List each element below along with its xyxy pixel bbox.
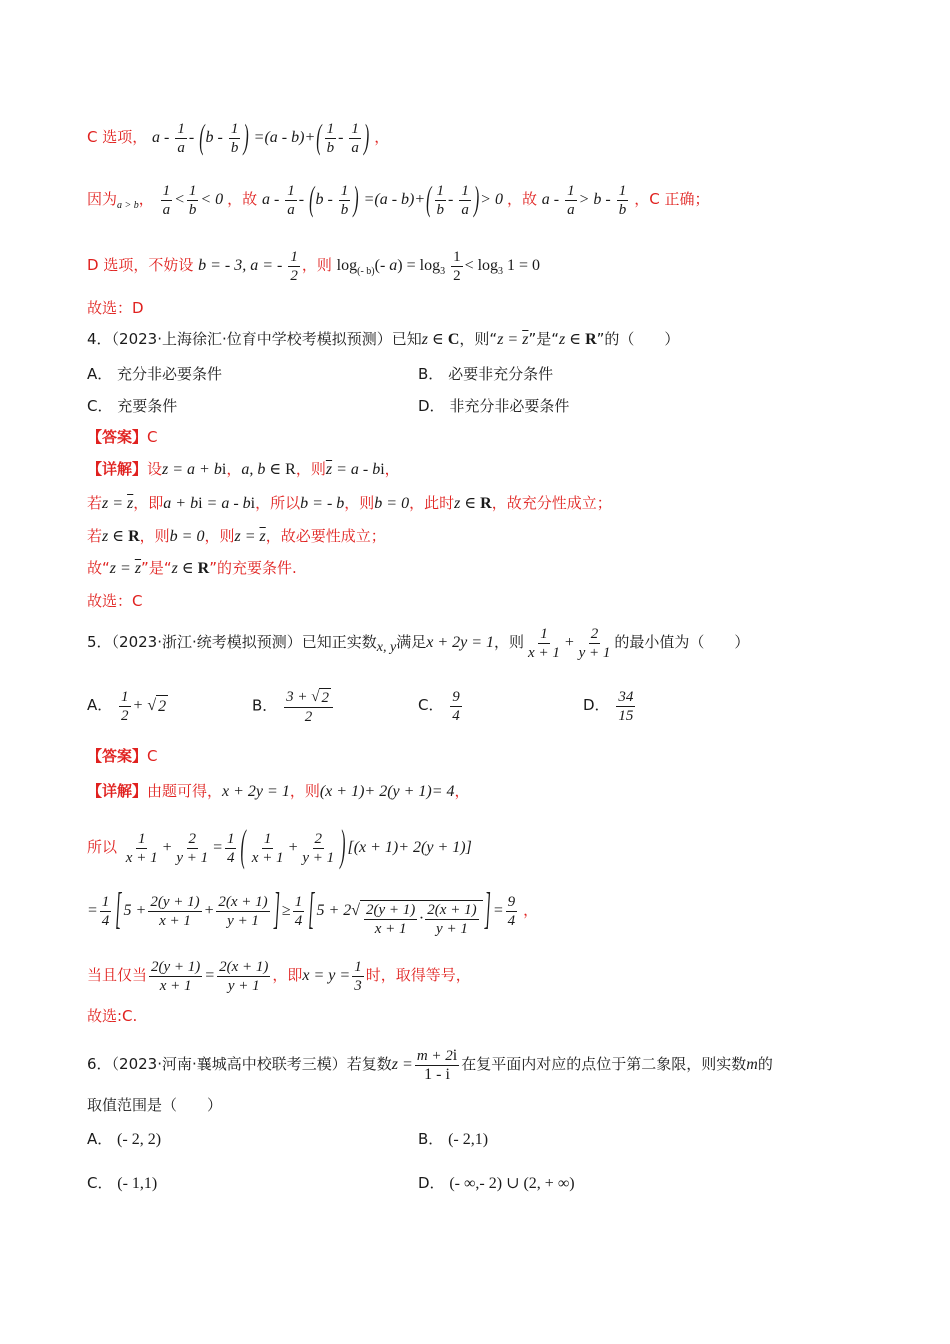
hence-formula-2: a - $\frac{1}{a}$ > b - $\frac{1}{b}$ xyxy=(541,183,627,218)
hence-1: ，故 xyxy=(227,190,258,209)
q5-d1-expr1: x + 2y = 1 xyxy=(222,783,290,800)
q6-stem-a: 若复数 xyxy=(346,1055,392,1074)
q5-d2-expr: $\frac{1}{x + 1}$ + $\frac{2}{y + 1}$ = $\frac{1}{4}$ ( $\frac{1}{x + 1}$ + $\frac{2}{y + 1}$ ) [(x + 1)+ 2(y + 1)] xyxy=(125,823,472,871)
q5-equal-b: ，即 xyxy=(272,966,303,985)
q4-d4-expr1: $z = \overline{z}$ xyxy=(109,560,142,577)
option-key: D． xyxy=(583,696,610,715)
q6-number: 6． xyxy=(87,1055,112,1074)
q4-d1b: ，则 xyxy=(295,460,326,478)
option-key: A． xyxy=(87,696,113,715)
q5-d1a: 由题可得， xyxy=(147,782,223,800)
q5-detail-4 xyxy=(87,958,471,995)
q5-number: 5． xyxy=(87,633,112,652)
q4-option-d[interactable] xyxy=(418,395,569,417)
q4-d1-expr2: a, b ∈ R xyxy=(241,461,296,478)
q3-answer: 故选：D xyxy=(87,299,144,317)
answer-tag: 【答案】 xyxy=(87,747,148,765)
q5-stem-a: 已知正实数 xyxy=(301,633,377,652)
q6-expr: z = $\frac{m + 2i}{1 - i}$ xyxy=(391,1047,458,1083)
q3-because-line xyxy=(87,182,709,219)
detail-tag: 【详解】 xyxy=(87,460,148,478)
because-text: 因为 xyxy=(87,190,118,209)
option-formula: 3 + √ 2 2 xyxy=(282,698,335,715)
q6-stem-c: 的 xyxy=(757,1055,773,1074)
q5-option-d[interactable] xyxy=(583,688,637,725)
d-then: ，则 xyxy=(301,256,332,275)
q4-expr2: z ∈ R xyxy=(559,331,597,348)
q6-option-d[interactable] xyxy=(418,1172,575,1195)
q5-d4-expr1: $\frac{2(y + 1)}{x + 1}$ = $\frac{2(x + 1)}{y + 1}$ xyxy=(151,959,269,994)
q5-equal-c: 时，取得等号， xyxy=(365,966,471,985)
q4-source: （2023·上海徐汇·位育中学校考模拟预测） xyxy=(111,330,392,348)
option-value: (- 1,1) xyxy=(117,1175,158,1192)
q4-d2b: ，即 xyxy=(133,494,164,512)
c-correct: ，C 正确； xyxy=(634,190,710,209)
q4-d2a: 若 xyxy=(87,494,103,512)
q4-d4-expr2: z ∈ R xyxy=(171,560,210,577)
q4-d2-expr2: a + bi = a - bi xyxy=(163,495,256,512)
q5-d3-expr: = $\frac{1}{4}$ [ 5 + $\frac{2(y + 1)}{x + 1}$ + $\frac{2(x + 1)}{y + 1}$ ] ≥ $\frac{1}{4}$ [ 5 + 2√ $\frac{2(y + 1)}{x + 1}$ · $\frac{2(x + 1)}{y + 1}$ ] = $\frac{9}{4}$ xyxy=(87,886,516,938)
c-option-label: C 选项， xyxy=(87,128,148,147)
q3-c-option-line: C 选项， a - $\frac{1}{a}$ - (b - $\frac{1}{b}$ ) =(a - b)+( $\frac{1}{b}$ - $\frac{1}{a}$ ) ， xyxy=(87,118,390,157)
q4-d3-expr3: $z = \overline{z}$ xyxy=(234,528,266,545)
q6-stem-line2: 取值范围是（ ） xyxy=(87,1096,223,1114)
option-formula: $\frac{34}{15}$ xyxy=(618,689,634,724)
q4-d4b: ”是“ xyxy=(141,559,172,577)
option-key: C． xyxy=(418,696,444,715)
option-key: B． xyxy=(252,696,278,715)
option-key: A． xyxy=(87,365,113,383)
q5-stem-b: 满足 xyxy=(396,633,427,652)
option-value: (- 2, 2) xyxy=(117,1131,162,1148)
q4-stem-b: ，则“ xyxy=(459,330,498,348)
because-formula: $\frac{1}{a}$ < $\frac{1}{b}$ < 0 xyxy=(162,183,228,218)
q4-d3c: ，则 xyxy=(204,527,235,545)
q4-d4a: 故“ xyxy=(87,559,110,577)
option-key: A． xyxy=(87,1130,113,1148)
sep: ， xyxy=(138,190,154,209)
q4-final: 故选：C xyxy=(87,592,143,610)
q6-var: m xyxy=(746,1056,758,1074)
condition: a > b xyxy=(117,200,139,212)
q4-d2-expr4: b = 0 xyxy=(374,495,410,512)
q4-d1-expr3: $\overline{z} = a$ - bi xyxy=(325,461,385,478)
d-option-log: $\log_{(- b)}(-$ $a) = \log_3$ $\frac{1}{2}$ < $\log_3 1 = 0$ xyxy=(336,249,541,284)
q5-cond: x + 2y = 1 xyxy=(426,634,495,652)
q4-detail-2 xyxy=(87,492,612,515)
q4-d2e: ，此时 xyxy=(409,494,455,512)
detail-tag: 【详解】 xyxy=(87,782,148,800)
q4-stem-a: 已知 xyxy=(391,330,422,348)
d-option-assume: b = - 3, a = - $\frac{1}{2}$ xyxy=(198,249,298,284)
option-key: D． xyxy=(418,1174,445,1192)
q5-expr: $\frac{1}{x + 1}$ + $\frac{2}{y + 1}$ xyxy=(528,626,611,661)
option-formula: $\frac{1}{2}$ + √ 2 xyxy=(121,689,167,724)
answer-value: C xyxy=(147,428,158,446)
q5-final: 故选:C. xyxy=(87,1007,138,1025)
q5-d4-expr2: x = y = $\frac{1}{3}$ xyxy=(302,959,362,994)
option-text: 充要条件 xyxy=(117,397,178,415)
q5-stem xyxy=(87,625,749,662)
option-text: 充分非必要条件 xyxy=(117,365,223,383)
option-key: D． xyxy=(418,397,445,415)
q5-d1-expr2: (x + 1)+ 2(y + 1)= 4 xyxy=(319,783,455,800)
option-value: (- ∞,- 2) ∪ (2, + ∞) xyxy=(449,1175,575,1192)
option-key: C． xyxy=(87,1174,113,1192)
q5-option-c[interactable] xyxy=(418,688,464,725)
q4-d1a: 设 xyxy=(147,460,163,478)
q5-detail-3: = $\frac{1}{4}$ [ 5 + $\frac{2(y + 1)}{x + 1}$ + $\frac{2(x + 1)}{y + 1}$ ] ≥ $\frac{1}{4}$ [ 5 + 2√ $\frac{2(y + 1)}{x + 1}$ · $\frac{2(x + 1)}{y + 1}$ ] = $\frac{9}{4}$ ， xyxy=(87,886,539,938)
q4-stem-c: ”是“ xyxy=(528,330,560,348)
q4-detail-3 xyxy=(87,525,386,548)
q5-equal-when: 当且仅当 xyxy=(87,966,148,985)
option-key: C． xyxy=(87,397,113,415)
q4-detail-1: 【详解】设z = a + bi，a, b ∈ R，则$\overline{z} = a$ - bi， xyxy=(87,460,400,478)
q6-option-c[interactable] xyxy=(87,1172,157,1195)
q4-detail-4 xyxy=(87,557,297,580)
option-key: B． xyxy=(418,365,444,383)
q4-option-b[interactable] xyxy=(418,363,553,385)
q5-detail-2 xyxy=(87,823,472,871)
q4-stem-d: ”的（ ） xyxy=(596,330,680,348)
option-value: (- 2,1) xyxy=(448,1131,489,1148)
q4-cond: z ∈ C xyxy=(421,331,460,348)
q4-d1c: ， xyxy=(384,460,400,478)
q4-d1-expr1: z = a + bi xyxy=(162,461,227,478)
q5-option-b[interactable] xyxy=(252,688,335,726)
q4-answer xyxy=(87,426,158,448)
q4-expr1: $z = \overline{z}$ xyxy=(497,331,529,348)
q4-d2-expr5: z ∈ R xyxy=(454,495,492,512)
q4-d2-expr1: $z = \overline{z}$ xyxy=(102,495,134,512)
q5-stem-d: 的最小值为（ ） xyxy=(614,633,750,652)
option-text: 必要非充分条件 xyxy=(448,365,554,383)
q4-d2-expr3: b = - b xyxy=(300,495,345,512)
option-text: 非充分非必要条件 xyxy=(449,397,570,415)
q6-option-a[interactable] xyxy=(87,1128,161,1151)
q6-stem-b: 在复平面内对应的点位于第二象限，则实数 xyxy=(461,1055,747,1074)
q5-answer xyxy=(87,745,158,767)
d-option-text: D 选项，不妨设 xyxy=(87,256,194,275)
q6-stem xyxy=(87,1047,773,1084)
q4-d3d: ，故必要性成立； xyxy=(265,527,386,545)
answer-tag: 【答案】 xyxy=(87,428,148,446)
q5-source: （2023·浙江·统考模拟预测） xyxy=(111,633,302,652)
q5-vars: x, y xyxy=(376,640,397,656)
q6-option-b[interactable] xyxy=(418,1128,488,1151)
q4-option-c[interactable] xyxy=(87,395,177,417)
q4-d2c: ，所以 xyxy=(255,494,301,512)
q5-d1b: ，则 xyxy=(289,782,320,800)
q4-stem xyxy=(87,328,679,351)
q6-source: （2023·河南·襄城高中校联考三模） xyxy=(111,1055,347,1074)
q4-d4c: ”的充要条件. xyxy=(209,559,297,577)
q5-option-a[interactable] xyxy=(87,688,168,725)
q5-stem-c: ，则 xyxy=(494,633,525,652)
q4-d3a: 若 xyxy=(87,527,103,545)
option-key: B． xyxy=(418,1130,444,1148)
hence-formula-1: a - $\frac{1}{a}$ - (b - $\frac{1}{b}$ ) =(a - b)+( $\frac{1}{b}$ - $\frac{1}{a}$ )> 0 xyxy=(261,180,507,219)
hence-2: ，故 xyxy=(506,190,537,209)
q4-d2f: ，故充分性成立； xyxy=(491,494,612,512)
q4-number: 4． xyxy=(87,330,112,348)
q4-d2d: ，则 xyxy=(344,494,375,512)
q5-detail-1: 【详解】由题可得，x + 2y = 1，则(x + 1)+ 2(y + 1)= 4， xyxy=(87,782,470,800)
answer-value: C xyxy=(147,747,158,765)
q4-option-a[interactable] xyxy=(87,363,222,385)
c-option-formula: a - $\frac{1}{a}$ - (b - $\frac{1}{b}$ ) =(a - b)+( $\frac{1}{b}$ - $\frac{1}{a}$ ) xyxy=(152,118,370,157)
q4-d3-expr1: z ∈ R xyxy=(102,528,140,545)
q4-d3-expr2: b = 0 xyxy=(169,528,205,545)
q4-d3b: ，则 xyxy=(139,527,170,545)
q3-d-option-line xyxy=(87,248,540,285)
option-formula: $\frac{9}{4}$ xyxy=(452,689,460,724)
q5-so: 所以 xyxy=(87,838,118,857)
